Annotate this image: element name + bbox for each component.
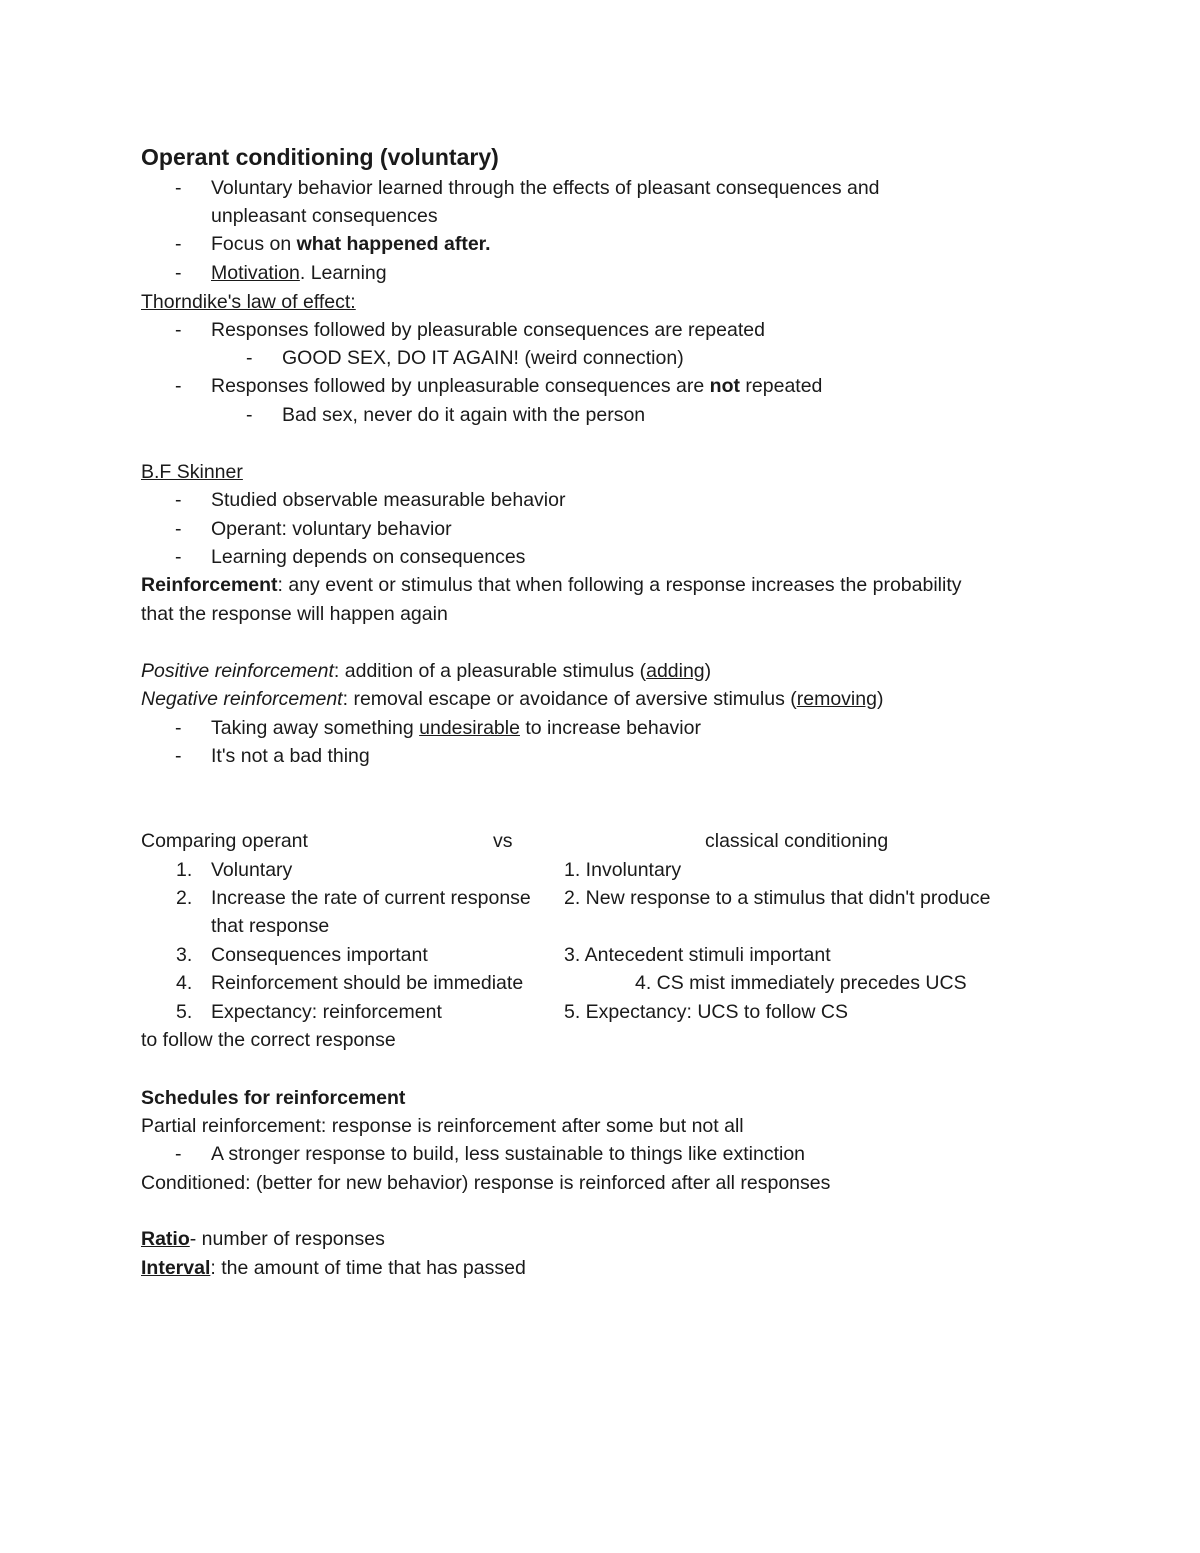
page-title: Operant conditioning (voluntary): [141, 144, 499, 170]
operant-item: Consequences important: [211, 944, 428, 966]
bullet-text: Taking away something undesirable to increase behavior: [211, 717, 701, 739]
operant-item: Increase the rate of current response: [211, 887, 531, 909]
list-number: 4.: [176, 972, 193, 994]
classical-item: 3. Antecedent stimuli important: [564, 944, 831, 966]
thorndike-heading: Thorndike's law of effect:: [141, 291, 356, 313]
bullet-text-continued: unpleasant consequences: [211, 205, 438, 227]
classical-item: 1. Involuntary: [564, 859, 682, 881]
operant-item: Expectancy: reinforcement: [211, 1001, 442, 1023]
bullet-dash: -: [175, 745, 182, 767]
bullet-text: Operant: voluntary behavior: [211, 518, 452, 540]
classical-item: 4. CS mist immediately precedes UCS: [635, 972, 967, 994]
classical-item: 5. Expectancy: UCS to follow CS: [564, 1001, 848, 1023]
bullet-dash: -: [175, 177, 182, 199]
operant-item: Reinforcement should be immediate: [211, 972, 524, 994]
operant-item: Voluntary: [211, 859, 293, 881]
bullet-text: Voluntary behavior learned through the effects of pleasant consequences and: [211, 177, 880, 199]
bullet-text: Motivation. Learning: [211, 262, 387, 284]
bullet-text: Responses followed by unpleasurable consequences are not repeated: [211, 375, 823, 397]
list-number: 1.: [176, 859, 193, 881]
interval-definition: Interval: the amount of time that has passed: [141, 1257, 526, 1279]
reinforcement-definition-continued: that the response will happen again: [141, 603, 448, 625]
ratio-definition: Ratio- number of responses: [141, 1228, 385, 1250]
sub-bullet-text: Bad sex, never do it again with the person: [282, 404, 646, 426]
bullet-dash: -: [175, 375, 182, 397]
comparison-heading-vs: vs: [493, 830, 513, 852]
skinner-heading: B.F Skinner: [141, 461, 243, 483]
list-number: 3.: [176, 944, 193, 966]
operant-item-continued: that response: [211, 915, 330, 937]
comparison-heading-left: Comparing operant: [141, 830, 308, 852]
bullet-text: Focus on what happened after.: [211, 233, 491, 255]
list-number: 5.: [176, 1001, 193, 1023]
bullet-dash: -: [175, 518, 182, 540]
bullet-dash: -: [175, 489, 182, 511]
bullet-dash: -: [175, 1143, 182, 1165]
schedules-heading: Schedules for reinforcement: [141, 1087, 406, 1109]
sub-bullet-text: GOOD SEX, DO IT AGAIN! (weird connection): [282, 347, 684, 369]
partial-reinforcement: Partial reinforcement: response is reinforcement after some but not all: [141, 1115, 744, 1137]
negative-reinforcement: Negative reinforcement: removal escape or avoidance of aversive stimulus (removing): [141, 688, 884, 710]
bullet-text: Responses followed by pleasurable consequences are repeated: [211, 319, 765, 341]
conditioned-reinforcement: Conditioned: (better for new behavior) response is reinforced after all responses: [141, 1172, 831, 1194]
bullet-text: Learning depends on consequences: [211, 546, 526, 568]
list-number: 2.: [176, 887, 193, 909]
classical-item: 2. New response to a stimulus that didn't produce: [564, 887, 991, 909]
bullet-dash: -: [175, 233, 182, 255]
comparison-heading-right: classical conditioning: [705, 830, 889, 852]
bullet-dash: -: [175, 546, 182, 568]
bullet-dash: -: [175, 319, 182, 341]
positive-reinforcement: Positive reinforcement: addition of a pleasurable stimulus (adding): [141, 660, 712, 682]
bullet-text: It's not a bad thing: [211, 745, 370, 767]
sub-bullet-dash: -: [246, 347, 253, 369]
bullet-text: Studied observable measurable behavior: [211, 489, 566, 511]
sub-bullet-dash: -: [246, 404, 253, 426]
bullet-dash: -: [175, 717, 182, 739]
operant-item-continued: to follow the correct response: [141, 1029, 396, 1051]
reinforcement-definition: Reinforcement: any event or stimulus that when following a response increases the probability: [141, 574, 962, 596]
bullet-text: A stronger response to build, less sustainable to things like extinction: [211, 1143, 806, 1165]
bullet-dash: -: [175, 262, 182, 284]
